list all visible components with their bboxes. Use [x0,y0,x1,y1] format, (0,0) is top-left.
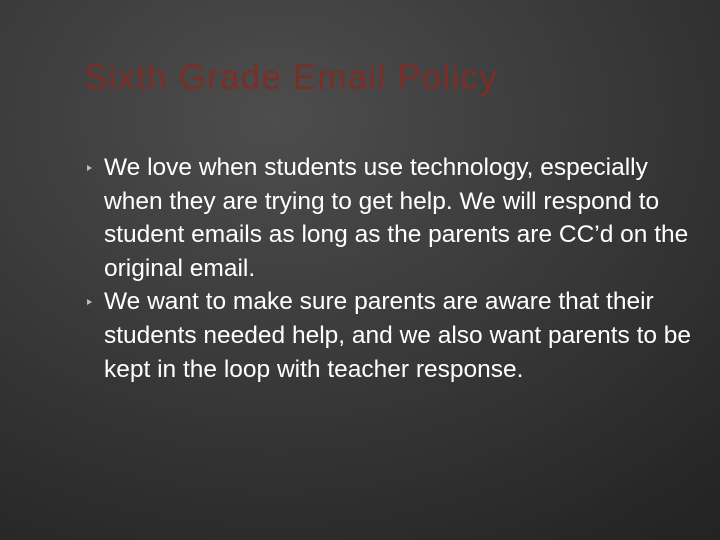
bullet-arrow-icon [87,165,92,171]
bullet-text-2: We want to make sure parents are aware that their students needed help, and we also want parents to be kept in the loop with teacher response. [104,288,692,383]
bullet-item-2 [104,285,704,386]
slide-title: Sixth Grade Email Policy [84,58,498,97]
bullet-arrow-icon [87,299,92,305]
bullet-item-1 [104,151,704,285]
bullet-text-1: We love when students use technology, especially when they are trying to get help. We will respond to student emails as long as the parents are CC’d on the original email. [104,154,689,282]
bullet-list [104,151,704,386]
